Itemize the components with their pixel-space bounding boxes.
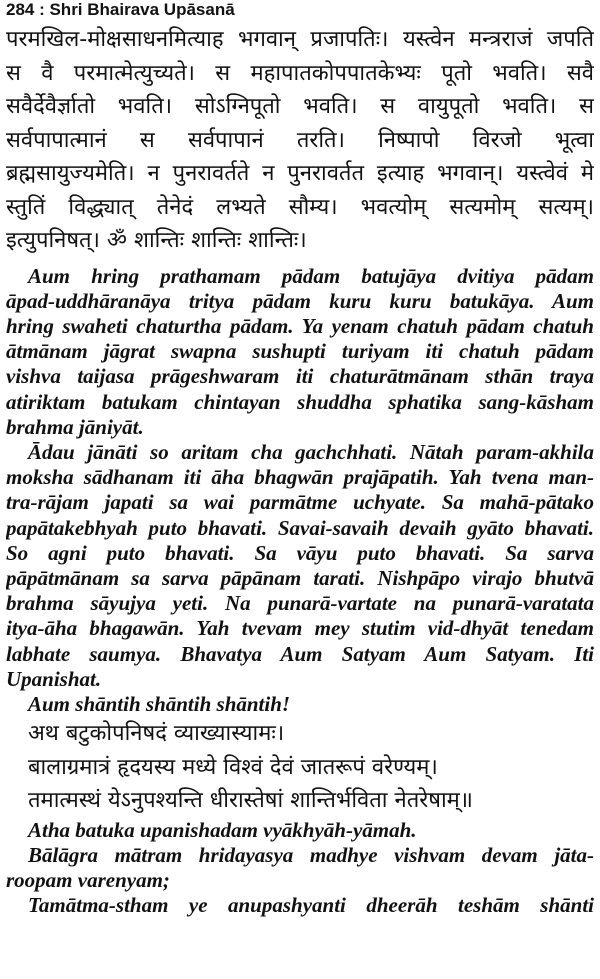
sanskrit-line: परमखिल-मोक्षसाधनमित्याह भगवान् प्रजापतिः। यस्त्वेन मन्त्रराजं जपति xyxy=(6,27,594,52)
transliteration-line: tra-rājam japati sa wai parmātme uchyate. Sa mahā-pātako xyxy=(6,490,594,515)
sanskrit-line: स वै परमात्मेत्युच्यते। स महापातकोपपातकेभ्यः पूतो भवति। सवै xyxy=(6,60,594,86)
transliteration-line: vishva taijasa prāgeshwaram iti chaturātmānam sthān traya xyxy=(6,364,594,389)
running-header: 284 : Shri Bhairava Upāsanā xyxy=(6,0,235,19)
sanskrit-line: सवैर्देवैर्ज्ञातो भवति। सोऽग्निपूतो भवति। स वायुपूतो भवति। स xyxy=(6,94,594,119)
transliteration-line: Bālāgra mātram hridayasya madhye vishvam devam jāta- xyxy=(28,842,594,867)
sanskrit-line: स्तुतिं विद्ध्यात् तेनेदं लभ्यते सौम्य। भवत्योम् सत्यमोम् सत्यम्। xyxy=(6,194,594,220)
shanti-line: Aum shāntih shāntih shāntih! xyxy=(28,691,291,716)
transliteration-paragraph-3 xyxy=(6,818,594,919)
transliteration-line: āpad-uddhāranāya tritya pādam kuru kuru batukāya. Aum xyxy=(6,288,594,313)
sanskrit-verse-line: बालाग्रमात्रं हृदयस्य मध्ये विश्वं देवं जातरूपं वरेण्यम्। xyxy=(28,754,438,780)
transliteration-line: papātakebhyah puto bhavati. Savai-savaih devaih gyāto bhavati. xyxy=(6,515,594,540)
sanskrit-line: इत्युपनिषत्। ॐ शान्तिः शान्तिः शान्तिः। xyxy=(6,228,307,253)
sanskrit-block-1 xyxy=(6,23,594,258)
sanskrit-verse-line: अथ बटुकोपनिषदं व्याख्यास्यामः। xyxy=(28,721,285,747)
sanskrit-line: ब्रह्मसायुज्यमेति। न पुनरावर्तते न पुनरावर्तत इत्याह भगवान्। यस्त्वेवं मे xyxy=(6,161,594,186)
transliteration-line: brahma sāyujya yeti. Na punarā-vartate na punarā-varatata xyxy=(6,591,594,616)
sanskrit-verse-line: तमात्मस्थं येऽनुपश्यन्ति धीरास्तेषां शान्तिर्भविता नेतरेषाम्॥ xyxy=(28,788,473,814)
transliteration-line: labhate saumya. Bhavatya Aum Satyam Aum Satyam. Iti xyxy=(6,641,594,666)
transliteration-line: moksha sādhanam iti āha bhagwān prajāpatih. Yah tvena man- xyxy=(6,465,594,490)
transliteration-line: Atha batuka upanishadam vyākhyāh-yāmah. xyxy=(28,817,417,842)
transliteration-line: Ādau jānāti so aritam cha gachchhati. Nātah param-akhila xyxy=(28,439,594,464)
transliteration-line: Aum hring prathamam pādam batujāya dvitiya pādam xyxy=(28,263,594,288)
transliteration-line: brahma jāniyāt. xyxy=(6,414,144,439)
transliteration-paragraph-1 xyxy=(6,264,594,440)
transliteration-line: Upanishat. xyxy=(6,666,102,691)
transliteration-paragraph-2 xyxy=(6,440,594,692)
transliteration-line: pāpātmānam sa sarva pāpānam tarati. Nishpāpo virajo bhutvā xyxy=(6,565,594,590)
transliteration-line: roopam varenyam; xyxy=(6,868,170,893)
sanskrit-line: सर्वपापात्मानं स सर्वपापानं तरति। निष्पापो विरजो भूत्वा xyxy=(6,127,594,153)
transliteration-line: Tamātma-stham ye anupashyanti dheerāh teshām shānti xyxy=(28,893,594,918)
transliteration-line: So agni puto bhavati. Sa vāyu puto bhavati. Sa sarva xyxy=(6,540,594,565)
transliteration-line: hring swaheti chaturtha pādam. Ya yenam chatuh pādam chatuh xyxy=(6,313,594,338)
transliteration-line: atiriktam batukam chintayan shuddha sphatika sang-kāsham xyxy=(6,389,594,414)
transliteration-line: itya-āha bhagawān. Yah tvevam mey stutim vid-dhyāt tenedam xyxy=(6,616,594,641)
transliteration-line: ātmānam jāgrat swapna sushupti turiyam iti chatuh pādam xyxy=(6,339,594,364)
sanskrit-block-2 xyxy=(6,717,594,818)
